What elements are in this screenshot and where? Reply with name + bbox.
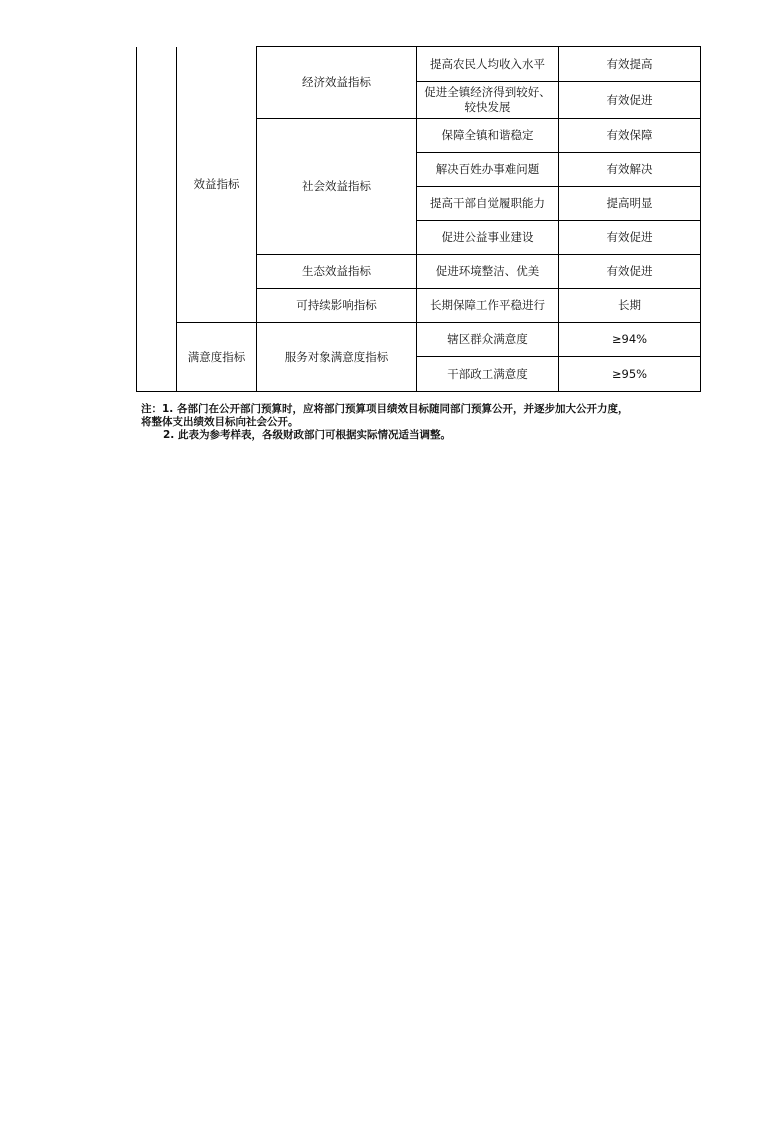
- table-notes: [141, 403, 711, 442]
- level0-cell: [137, 47, 177, 392]
- indicator-cell: 提高农民人均收入水平: [417, 47, 559, 82]
- level1-satisfaction: 满意度指标: [177, 323, 257, 392]
- level2-social: 社会效益指标: [257, 119, 417, 255]
- value-cell: 长期: [559, 289, 701, 323]
- value-cell: ≥95%: [559, 357, 701, 392]
- table-row: [137, 47, 701, 82]
- value-cell: 有效提高: [559, 47, 701, 82]
- value-cell: 提高明显: [559, 187, 701, 221]
- performance-indicator-table: [136, 46, 701, 392]
- value-cell: 有效促进: [559, 221, 701, 255]
- indicator-cell: 干部政工满意度: [417, 357, 559, 392]
- note-1-continued: 将整体支出绩效目标向社会公开。: [141, 416, 299, 428]
- indicator-cell: 辖区群众满意度: [417, 323, 559, 357]
- level2-sustainable: 可持续影响指标: [257, 289, 417, 323]
- level1-cell: 效益指标: [177, 47, 257, 323]
- value-cell: 有效促进: [559, 255, 701, 289]
- value-cell: 有效保障: [559, 119, 701, 153]
- note-2: 2. 此表为参考样表，各级财政部门可根据实际情况适当调整。: [163, 429, 451, 441]
- indicator-cell: 促进环境整洁、优美: [417, 255, 559, 289]
- level2-ecological: 生态效益指标: [257, 255, 417, 289]
- value-cell: 有效解决: [559, 153, 701, 187]
- indicator-cell: 提高干部自觉履职能力: [417, 187, 559, 221]
- indicator-cell: 促进公益事业建设: [417, 221, 559, 255]
- indicator-cell: 促进全镇经济得到较好、较快发展: [417, 82, 559, 119]
- value-cell: 有效促进: [559, 82, 701, 119]
- note-1: 注：1. 各部门在公开部门预算时，应将部门预算项目绩效目标随同部门预算公开，并逐步加大公开力度，: [141, 403, 629, 415]
- indicator-cell: 长期保障工作平稳进行: [417, 289, 559, 323]
- level2-satisfaction: 服务对象满意度指标: [257, 323, 417, 392]
- value-cell: ≥94%: [559, 323, 701, 357]
- indicator-cell: 保障全镇和谐稳定: [417, 119, 559, 153]
- level2-economic: 经济效益指标: [257, 47, 417, 119]
- indicator-cell: 解决百姓办事难问题: [417, 153, 559, 187]
- table-row: [137, 323, 701, 357]
